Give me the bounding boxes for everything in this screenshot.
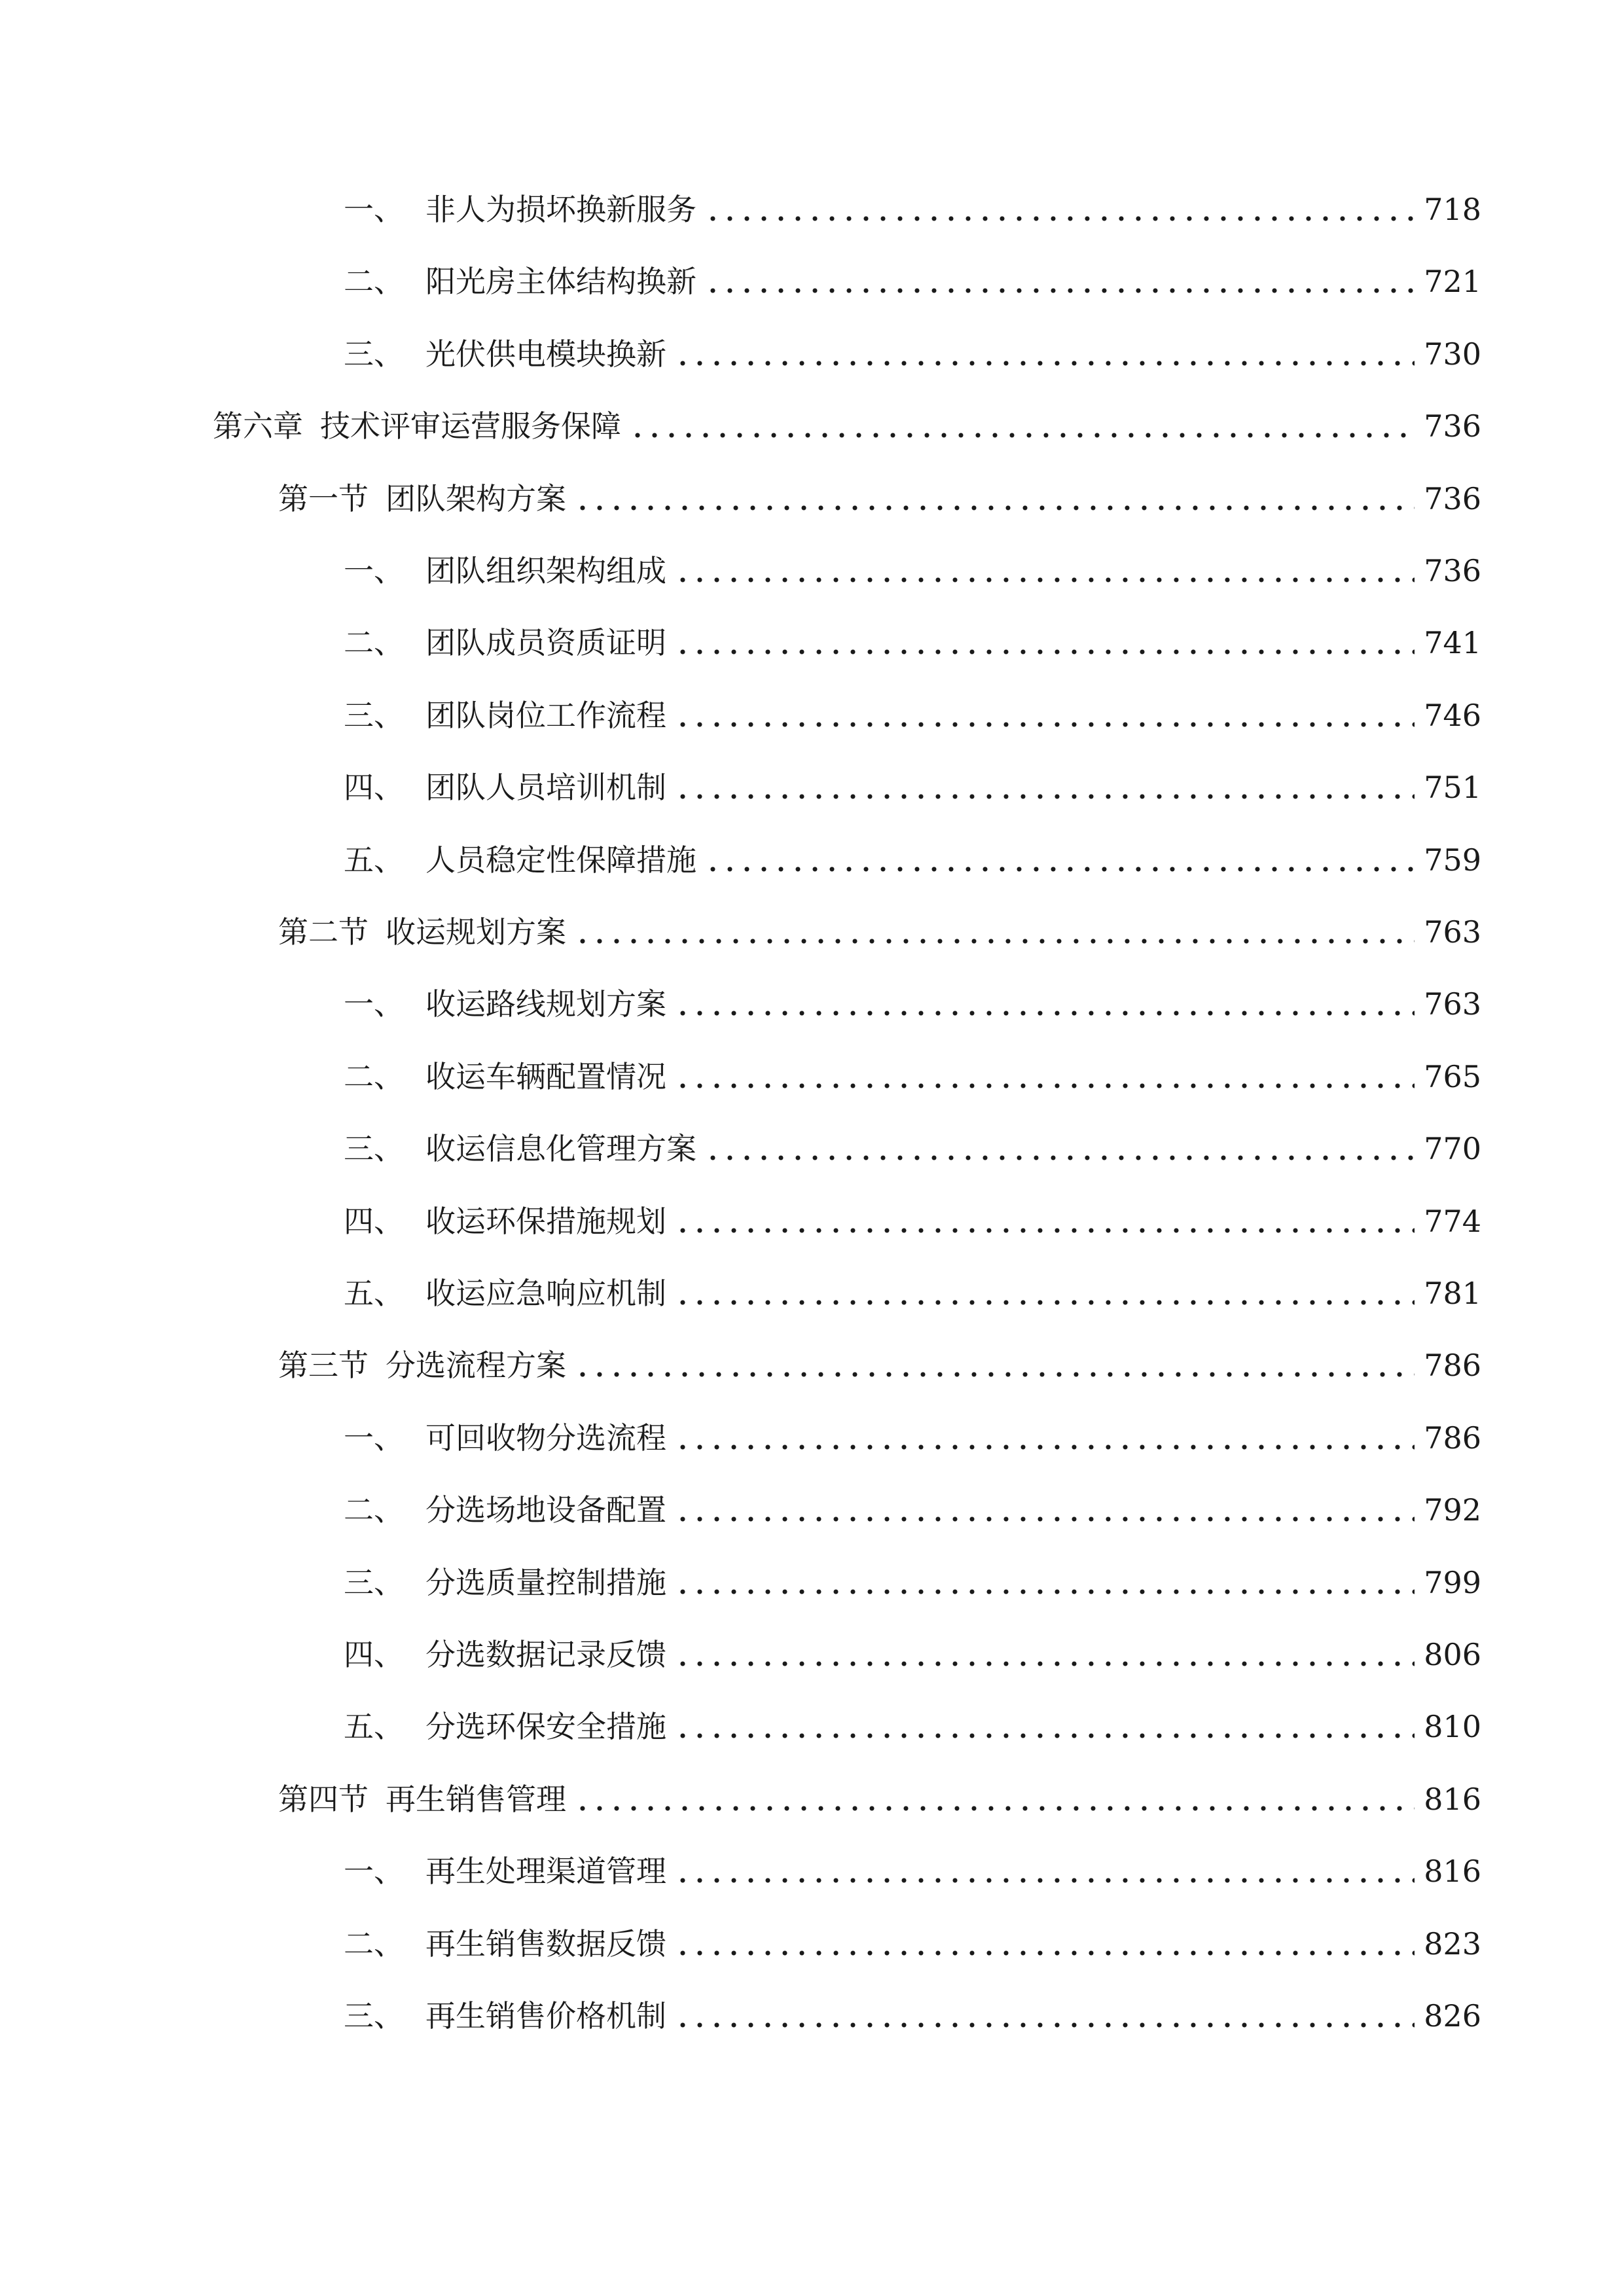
- toc-entry[interactable]: [344, 617, 1481, 669]
- toc-dot-leader: [674, 1195, 1415, 1247]
- toc-entry-title: 团队成员资质证明: [425, 625, 666, 661]
- toc-entry-number: 第一节: [278, 480, 369, 516]
- toc-entry-number: 二、: [344, 1492, 404, 1528]
- toc-entry-title: 分选质量控制措施: [425, 1564, 666, 1600]
- toc-dot-leader: [704, 255, 1415, 308]
- toc-entry[interactable]: [344, 1050, 1481, 1103]
- toc-entry[interactable]: [344, 834, 1481, 886]
- toc-entry[interactable]: [344, 1267, 1481, 1319]
- toc-dot-leader: [629, 400, 1415, 452]
- toc-entry[interactable]: [344, 1556, 1481, 1609]
- toc-entry[interactable]: [213, 400, 1481, 452]
- toc-entry-page-number: 826: [1424, 1998, 1481, 2034]
- toc-dot-leader: [704, 1122, 1415, 1175]
- toc-entry[interactable]: [344, 1700, 1481, 1753]
- toc-entry-number: 一、: [344, 1420, 404, 1456]
- toc-dot-leader: [674, 1628, 1415, 1681]
- toc-entry-page-number: 763: [1424, 986, 1481, 1022]
- toc-entry-number: 第六章: [213, 408, 303, 444]
- toc-entry[interactable]: [344, 689, 1481, 742]
- toc-entry-title: 收运路线规划方案: [425, 986, 666, 1022]
- toc-entry-number: 四、: [344, 770, 404, 806]
- toc-dot-leader: [674, 689, 1415, 742]
- toc-dot-leader: [574, 473, 1415, 525]
- toc-entry-title: 收运规划方案: [386, 914, 566, 950]
- toc-entry-page-number: 741: [1424, 625, 1481, 661]
- toc-entry-page-number: 721: [1424, 264, 1481, 300]
- toc-entry-page-number: 792: [1424, 1492, 1481, 1528]
- toc-dot-leader: [674, 1412, 1415, 1464]
- toc-entry-title: 团队人员培训机制: [425, 770, 666, 806]
- toc-entry-title: 团队架构方案: [386, 480, 566, 516]
- toc-dot-leader: [674, 1050, 1415, 1103]
- toc-entry-number: 五、: [344, 1709, 404, 1745]
- toc-entry-number: 五、: [344, 1276, 404, 1311]
- toc-entry-number: 三、: [344, 1564, 404, 1600]
- toc-entry[interactable]: [344, 1990, 1481, 2042]
- toc-entry[interactable]: [344, 1845, 1481, 1897]
- toc-entry-title: 再生销售价格机制: [425, 1998, 666, 2034]
- toc-entry-page-number: 759: [1424, 842, 1481, 878]
- toc-entry-title: 非人为损坏换新服务: [425, 192, 696, 227]
- toc-entry-page-number: 746: [1424, 697, 1481, 733]
- toc-entry-title: 人员稳定性保障措施: [425, 842, 696, 878]
- toc-dot-leader: [704, 834, 1415, 886]
- toc-entry-page-number: 806: [1424, 1637, 1481, 1672]
- toc-entry[interactable]: [344, 255, 1481, 308]
- toc-entry-title: 可回收物分选流程: [425, 1420, 666, 1456]
- toc-entry-page-number: 736: [1424, 553, 1481, 588]
- toc-entry-title: 团队岗位工作流程: [425, 697, 666, 733]
- toc-entry-number: 五、: [344, 842, 404, 878]
- toc-entry-title: 分选场地设备配置: [425, 1492, 666, 1528]
- toc-entry-page-number: 781: [1424, 1276, 1481, 1311]
- toc-entry-number: 四、: [344, 1203, 404, 1239]
- toc-dot-leader: [674, 328, 1415, 380]
- toc-entry[interactable]: [278, 473, 1481, 525]
- toc-dot-leader: [674, 1556, 1415, 1609]
- toc-entry-number: 一、: [344, 1854, 404, 1890]
- toc-entry-title: 收运应急响应机制: [425, 1276, 666, 1311]
- toc-entry[interactable]: [344, 1195, 1481, 1247]
- toc-entry-page-number: 799: [1424, 1564, 1481, 1600]
- toc-entry-page-number: 810: [1424, 1709, 1481, 1745]
- toc-entry[interactable]: [344, 1412, 1481, 1464]
- toc-dot-leader: [574, 1339, 1415, 1391]
- toc-entry[interactable]: [344, 761, 1481, 814]
- toc-entry-title: 分选环保安全措施: [425, 1709, 666, 1745]
- toc-entry-number: 二、: [344, 264, 404, 300]
- toc-entry[interactable]: [344, 1628, 1481, 1681]
- toc-dot-leader: [574, 906, 1415, 958]
- toc-entry-number: 一、: [344, 986, 404, 1022]
- toc-entry-page-number: 786: [1424, 1348, 1481, 1384]
- toc-entry[interactable]: [344, 1918, 1481, 1970]
- toc-entry-number: 三、: [344, 336, 404, 372]
- toc-entry-title: 再生处理渠道管理: [425, 1854, 666, 1890]
- toc-entry-number: 一、: [344, 192, 404, 227]
- toc-entry-number: 二、: [344, 625, 404, 661]
- toc-entry-page-number: 770: [1424, 1131, 1481, 1167]
- toc-entry-page-number: 751: [1424, 770, 1481, 806]
- toc-dot-leader: [574, 1773, 1415, 1825]
- toc-entry-page-number: 816: [1424, 1781, 1481, 1817]
- toc-entry-title: 分选流程方案: [386, 1348, 566, 1384]
- toc-entry-page-number: 823: [1424, 1926, 1481, 1962]
- toc-entry-page-number: 736: [1424, 408, 1481, 444]
- toc-entry-page-number: 718: [1424, 192, 1481, 227]
- toc-entry-title: 再生销售管理: [386, 1781, 566, 1817]
- toc-entry-title: 技术评审运营服务保障: [320, 408, 621, 444]
- toc-entry-page-number: 765: [1424, 1058, 1481, 1094]
- toc-entry-page-number: 786: [1424, 1420, 1481, 1456]
- toc-entry-title: 分选数据记录反馈: [425, 1637, 666, 1672]
- toc-dot-leader: [674, 1484, 1415, 1536]
- toc-entry[interactable]: [344, 1484, 1481, 1536]
- toc-entry-page-number: 736: [1424, 480, 1481, 516]
- toc-entry[interactable]: [278, 1773, 1481, 1825]
- toc-entry-page-number: 774: [1424, 1203, 1481, 1239]
- toc-dot-leader: [674, 761, 1415, 814]
- toc-entry[interactable]: [344, 1122, 1481, 1175]
- toc-entry-title: 收运环保措施规划: [425, 1203, 666, 1239]
- toc-dot-leader: [674, 1845, 1415, 1897]
- toc-entry-number: 第三节: [278, 1348, 369, 1384]
- toc-entry-title: 再生销售数据反馈: [425, 1926, 666, 1962]
- toc-entry-number: 四、: [344, 1637, 404, 1672]
- toc-dot-leader: [674, 978, 1415, 1030]
- toc-entry-title: 阳光房主体结构换新: [425, 264, 696, 300]
- toc-dot-leader: [674, 1267, 1415, 1319]
- toc-entry-number: 第四节: [278, 1781, 369, 1817]
- toc-dot-leader: [674, 617, 1415, 669]
- toc-dot-leader: [674, 1990, 1415, 2042]
- toc-entry-page-number: 763: [1424, 914, 1481, 950]
- toc-entry[interactable]: [344, 545, 1481, 597]
- toc-entry-title: 光伏供电模块换新: [425, 336, 666, 372]
- toc-dot-leader: [674, 1918, 1415, 1970]
- toc-entry-number: 三、: [344, 1998, 404, 2034]
- toc-entry[interactable]: [344, 183, 1481, 236]
- toc-entry-title: 收运车辆配置情况: [425, 1058, 666, 1094]
- toc-entry-number: 三、: [344, 1131, 404, 1167]
- toc-entry[interactable]: [278, 906, 1481, 958]
- toc-entry-number: 二、: [344, 1926, 404, 1962]
- toc-entry-number: 第二节: [278, 914, 369, 950]
- toc-dot-leader: [704, 183, 1415, 236]
- toc-dot-leader: [674, 545, 1415, 597]
- toc-entry[interactable]: [344, 328, 1481, 380]
- toc-entry-number: 一、: [344, 553, 404, 588]
- toc-dot-leader: [674, 1700, 1415, 1753]
- toc-entry-number: 二、: [344, 1058, 404, 1094]
- toc-entry-title: 收运信息化管理方案: [425, 1131, 696, 1167]
- toc-entry-page-number: 730: [1424, 336, 1481, 372]
- toc-entry-title: 团队组织架构组成: [425, 553, 666, 588]
- toc-entry-page-number: 816: [1424, 1854, 1481, 1890]
- toc-entry[interactable]: [278, 1339, 1481, 1391]
- toc-entry-number: 三、: [344, 697, 404, 733]
- toc-entry[interactable]: [344, 978, 1481, 1030]
